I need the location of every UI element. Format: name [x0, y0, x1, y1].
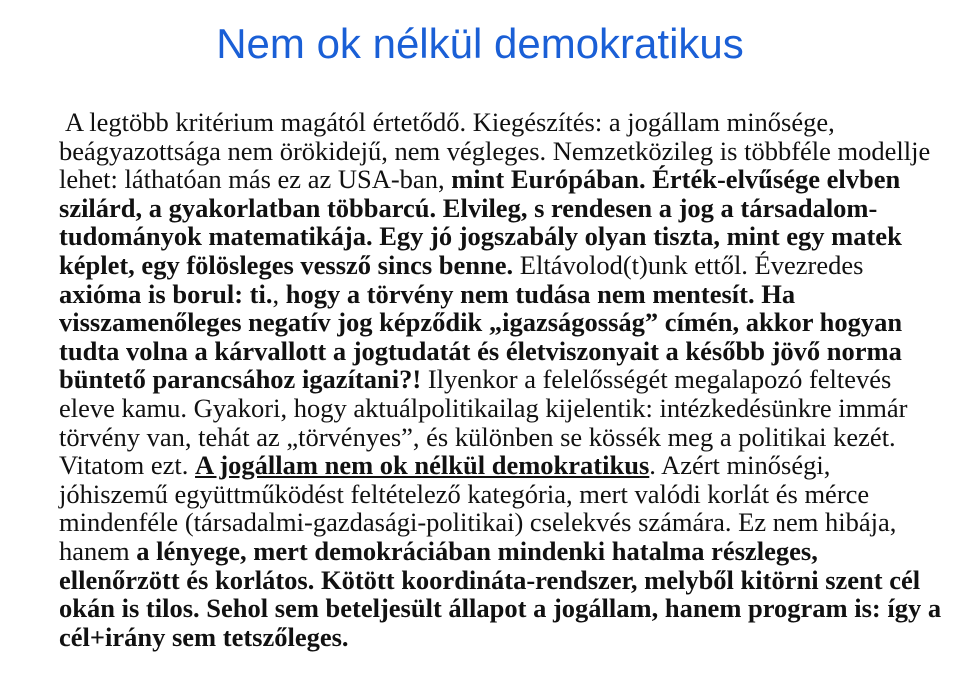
body-paragraph [59, 108, 943, 651]
body-run-bold: axióma is borul: ti. [59, 278, 273, 309]
underlined-key-phrase: A jogállam nem ok nélkül demokratikus [195, 450, 650, 481]
slide-title: Nem ok nélkül demokratikus [216, 20, 744, 67]
body-run-bold: hogy a törvény nem tudása nem mentesít. Ha visszamenőleges negatív jog képződik „igazságosság” címén, akkor hogyan tudta volna a kárvallott a jogtudatát és életviszonyait a később jövő norma büntető parancsához igazítani?! [59, 278, 903, 395]
body-run-plain: A legtöbb kritérium magától értetődő. Kiegészítés: a jogállam minősége, beágyazottsága nem örökidejű, nem végleges. Nemzetközileg is többféle modellje lehet: láthatóan más ez az USA-ban, [59, 107, 931, 195]
body-run-plain: Eltávolod(t)unk ettől. Évezredes [513, 249, 864, 280]
body-run-bold: mint Európában. Érték-elvűsége elvben szilárd, a gyakorlatban többarcú. Elvileg, s rendesen a jog a társadalom-tudományok matematikája. Egy jó jogszabály olyan tiszta, mint egy matek képlet, egy fölösleges vessző sincs benne. [59, 164, 902, 280]
body-run-bold: a lényege, mert demokráciában mindenki hatalma részleges, ellenőrzött és korlátos. Kötött koordináta-rendszer, melyből kitörni szent cél okán is tilos. Sehol sem beteljesült állapot a jogállam, hanem program is: így a cél+irány sem tetszőleges. [59, 535, 942, 652]
body-run-plain: . Azért minőségi, jóhiszemű együttműködést feltételező kategória, mert valódi korlát és mérce mindenféle (társadalmi-gazdasági-politikai) cselekvés számára. Ez nem hibája, hanem [59, 450, 897, 566]
slide-body-text [59, 108, 943, 651]
body-run-plain: Ilyenkor a felelősségét megalapozó feltevés eleve kamu. Gyakori, hogy aktuálpolitikailag kijelentik: intézkedésünkre immár törvény van, tehát az „törvényes”, és különben se kössék meg a politikai kezét. Vitatom ezt. [59, 364, 908, 481]
body-run-bold-underlined [195, 450, 649, 480]
body-run-plain: , [272, 278, 286, 309]
